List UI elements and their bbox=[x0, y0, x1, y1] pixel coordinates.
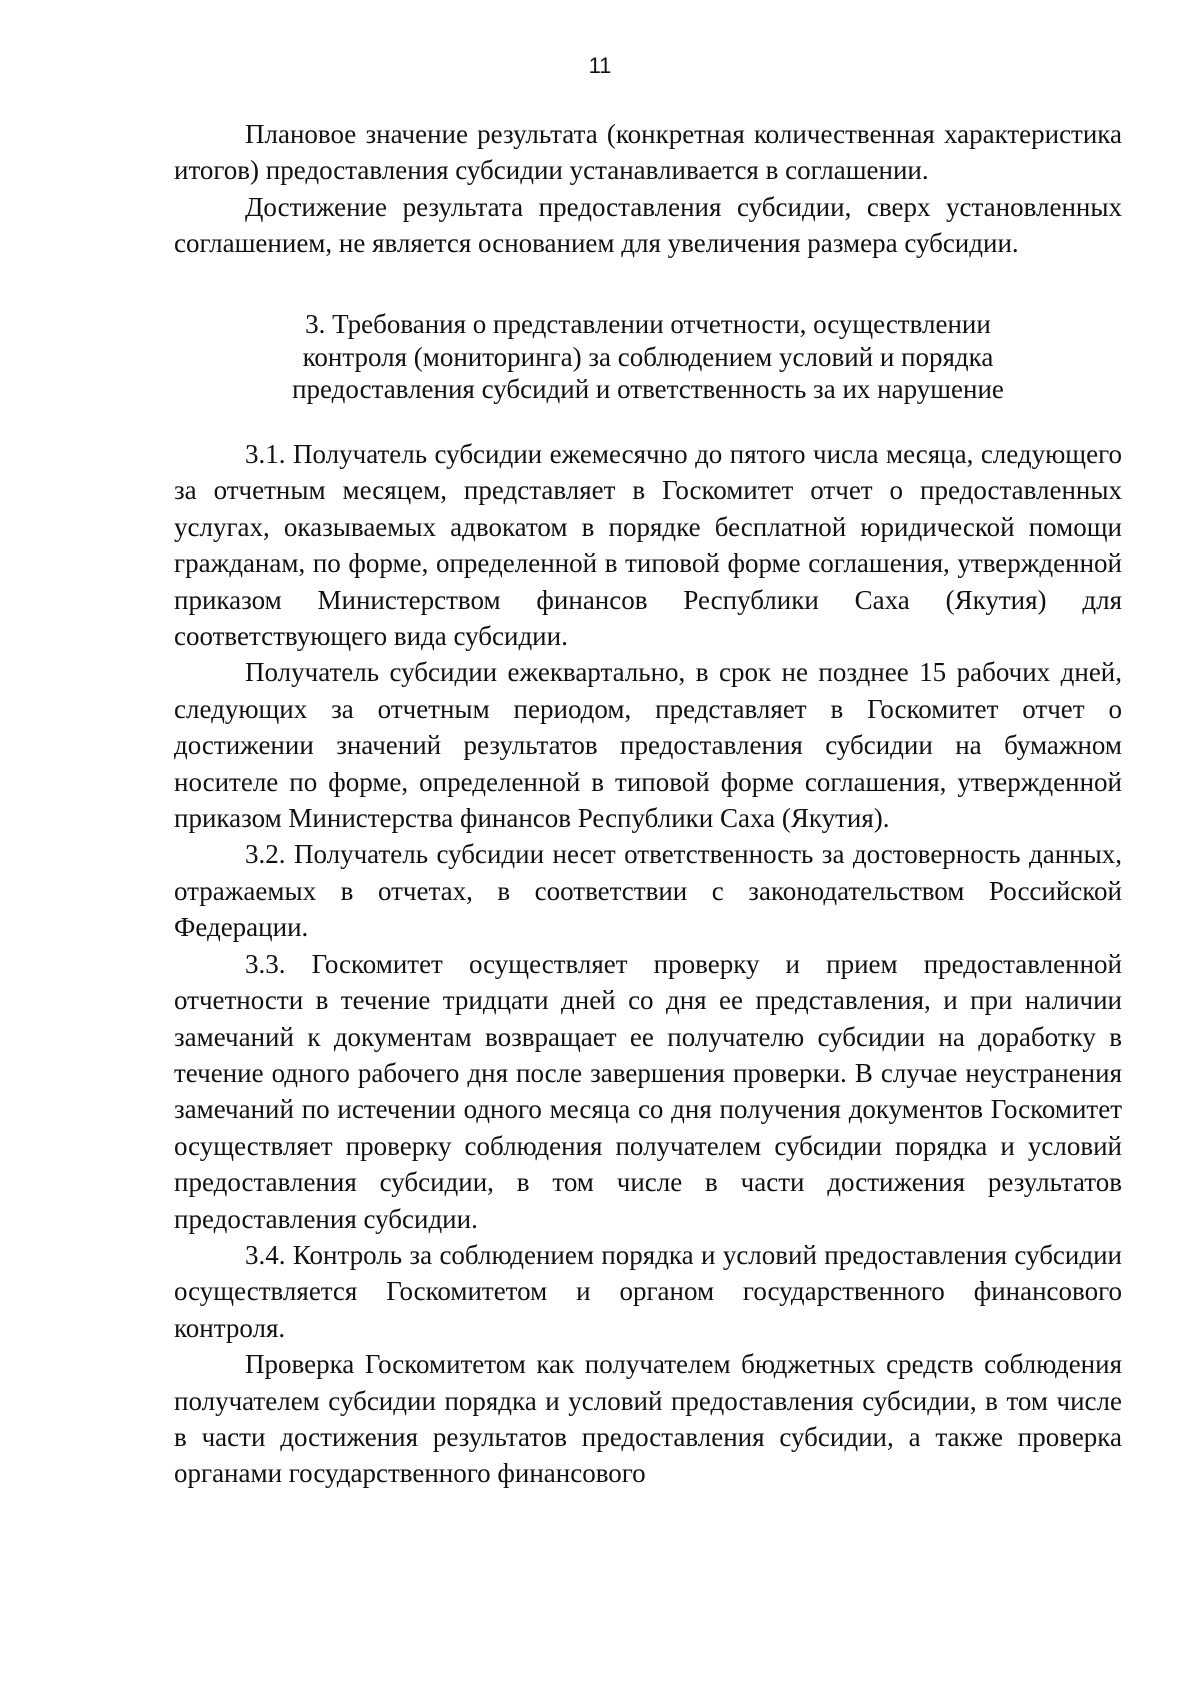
paragraph-planned-value: Плановое значение результата (конкретная количественная характеристика итогов) предоставления субсидии устанавливается в соглашении. bbox=[174, 119, 1122, 186]
section-heading-line: 3. Требования о представлении отчетности, осуществлении bbox=[305, 309, 991, 339]
section-heading-line: предоставления субсидий и ответственность за их нарушение bbox=[292, 374, 1004, 404]
paragraph-result-achievement: Достижение результата предоставления субсидии, сверх установленных соглашением, не является основанием для увеличения размера субсидии. bbox=[174, 191, 1122, 259]
paragraph-inspection: Проверка Госкомитетом как получателем бюджетных средств соблюдения получателем субсидии порядка и условий предоставления субсидии, в том числе в части достижения результатов предоставления субсидии, а также проверка органами государственного финансового bbox=[174, 1349, 1122, 1489]
section-3-body bbox=[174, 436, 1122, 1492]
section-heading-line: контроля (мониторинга) за соблюдением условий и порядка bbox=[302, 341, 994, 372]
intro-text-block bbox=[174, 116, 1122, 262]
paragraph-3-3: 3.3. Госкомитет осуществляет проверку и прием предоставленной отчетности в течение тридцати дней со дня ее представления, и при наличии замечаний к документам возвращает ее получателю субсидии на доработку в течение одного рабочего дня после завершения проверки. В случае неустранения замечаний по истечении одного месяца со дня получения документов Госкомитет осуществляет проверку соблюдения получателем субсидии порядка и условий предоставления субсидии, в том числе в части достижения результатов предоставления субсидии. bbox=[174, 948, 1122, 1234]
paragraph-3-4: 3.4. Контроль за соблюдением порядка и условий предоставления субсидии осуществляется Госкомитетом и органом государственного финансового контроля. bbox=[174, 1239, 1122, 1343]
paragraph-quarterly-report: Получатель субсидии ежеквартально, в срок не позднее 15 рабочих дней, следующих за отчетным периодом, представляет в Госкомитет отчет о достижении значений результатов предоставления субсидии на бумажном носителе по форме, определенной в типовой форме соглашения, утвержденной приказом Министерства финансов Республики Саха (Якутия). bbox=[174, 657, 1122, 834]
page-number: 11 bbox=[588, 53, 612, 78]
section-3-heading bbox=[174, 308, 1122, 406]
paragraph-3-1: 3.1. Получатель субсидии ежемесячно до пятого числа месяца, следующего за отчетным месяцем, представляет в Госкомитет отчет о предоставленных услугах, оказываемых адвокатом в порядке бесплатной юридической помощи гражданам, по форме, определенной в типовой форме соглашения, утвержденной приказом Министерством финансов Республики Саха (Якутия) для соответствующего вида субсидии. bbox=[174, 439, 1122, 652]
paragraph-3-2: 3.2. Получатель субсидии несет ответственность за достоверность данных, отражаемых в отчетах, в соответствии с законодательством Российской Федерации. bbox=[174, 839, 1122, 943]
